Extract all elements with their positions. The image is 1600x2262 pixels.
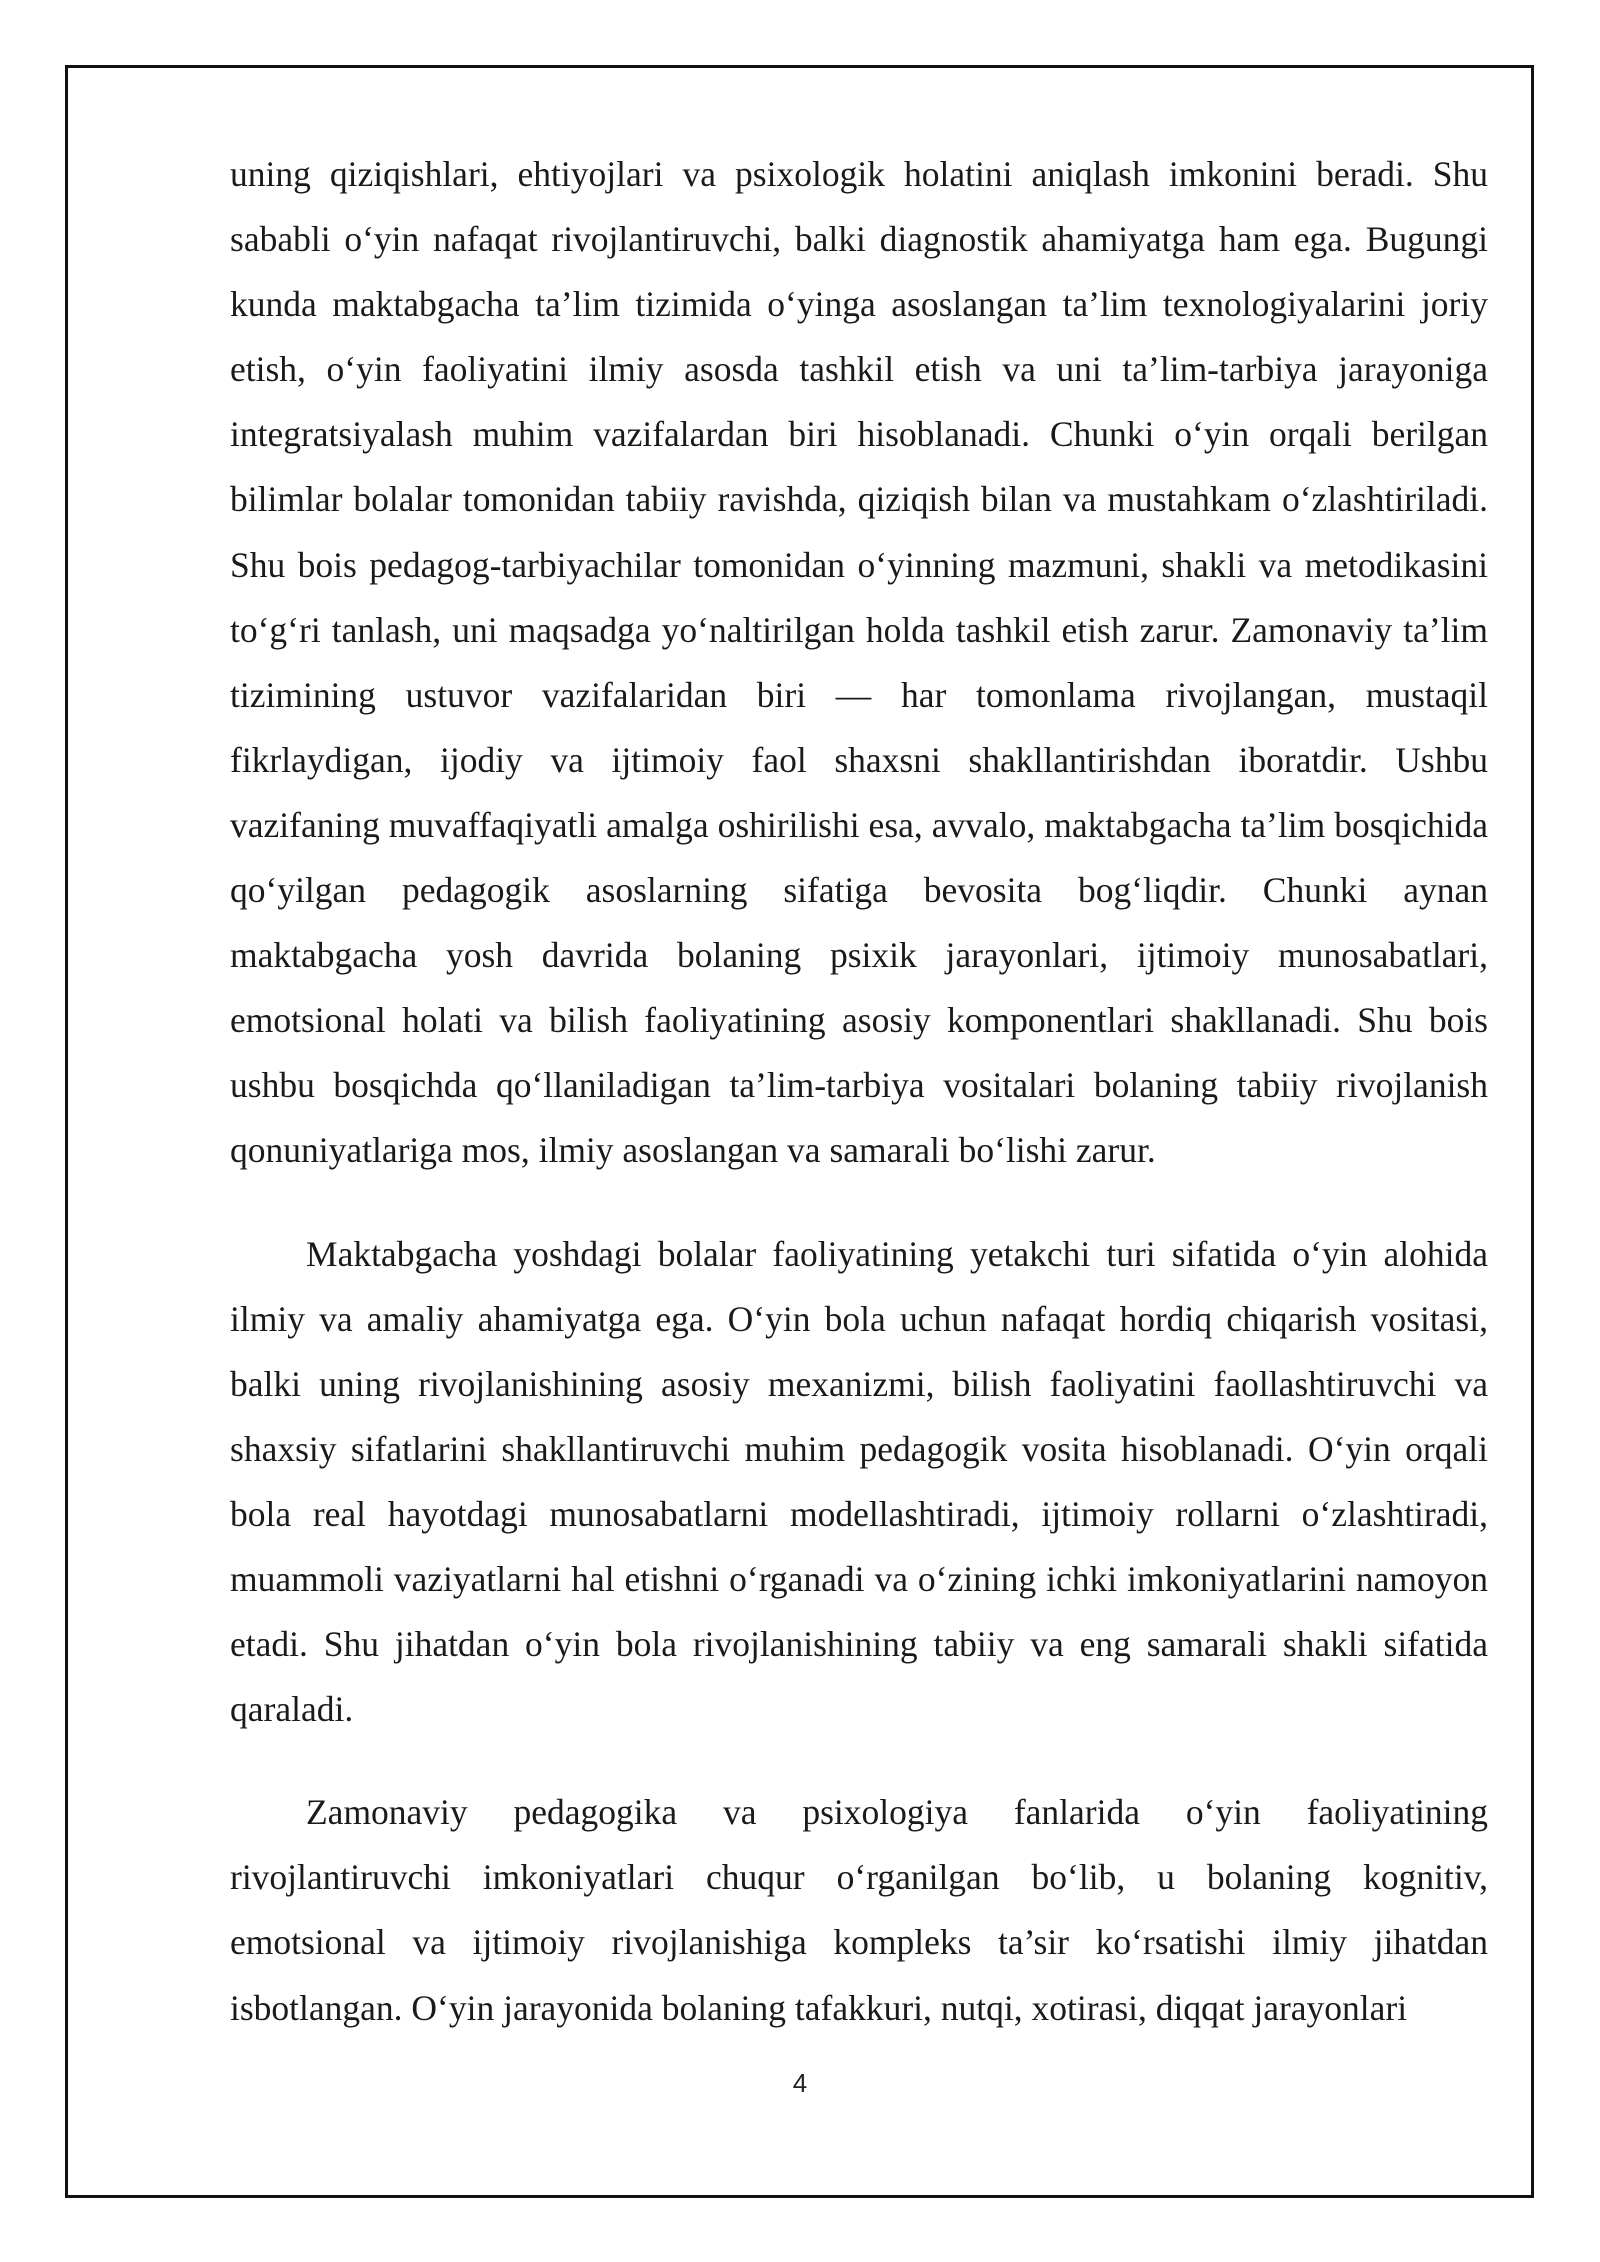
page-number: 4 bbox=[792, 2068, 808, 2098]
paragraph-1: uning qiziqishlari, ehtiyojlari va psixologik holatini aniqlash imkonini beradi. Shu sababli o‘yin nafaqat rivojlantiruvchi, balki diagnostik ahamiyatga ham ega. Bugungi kunda maktabgacha ta’lim tizimida o‘yinga asoslangan ta’lim texnologiyalarini joriy etish, o‘yin faoliyatini ilmiy asosda tashkil etish va uni ta’lim-tarbiya jarayoniga integratsiyalash muhim vazifalardan biri hisoblanadi. Chunki o‘yin orqali berilgan bilimlar bolalar tomonidan tabiiy ravishda, qiziqish bilan va mustahkam o‘zlashtiriladi. Shu bois pedagog-tarbiyachilar tomonidan o‘yinning mazmuni, shakli va metodikasini to‘g‘ri tanlash, uni maqsadga yo‘naltirilgan holda tashkil etish zarur. Zamonaviy ta’lim tizimining ustuvor vazifalaridan biri — har tomonlama rivojlangan, mustaqil fikrlaydigan, ijodiy va ijtimoiy faol shaxsni shakllantirishdan iboratdir. Ushbu vazifaning muvaffaqiyatli amalga oshirilishi esa, avvalo, maktabgacha ta’lim bosqichida qo‘yilgan pedagogik asoslarning sifatiga bevosita bog‘liqdir. Chunki aynan maktabgacha yosh davrida bolaning psixik jarayonlari, ijtimoiy munosabatlari, emotsional holati va bilish faoliyatining asosiy komponentlari shakllanadi. Shu bois ushbu bosqichda qo‘llaniladigan ta’lim-tarbiya vositalari bolaning tabiiy rivojlanish qonuniyatlariga mos, ilmiy asoslangan va samarali bo‘lishi zarur. bbox=[230, 154, 1488, 1171]
document-body bbox=[230, 142, 1488, 2041]
paragraph-3: Zamonaviy pedagogika va psixologiya fanlarida o‘yin faoliyatining rivojlantiruvchi imkoniyatlari chuqur o‘rganilgan bo‘lib, u bolaning kognitiv, emotsional va ijtimoiy rivojlanishiga kompleks ta’sir ko‘rsatishi ilmiy jihatdan isbotlangan. O‘yin jarayonida bolaning tafakkuri, nutqi, xotirasi, diqqat jarayonlari bbox=[230, 1792, 1488, 2028]
paragraph-2: Maktabgacha yoshdagi bolalar faoliyatining yetakchi turi sifatida o‘yin alohida ilmiy va amaliy ahamiyatga ega. O‘yin bola uchun nafaqat hordiq chiqarish vositasi, balki uning rivojlanishining asosiy mexanizmi, bilish faoliyatini faollashtiruvchi va shaxsiy sifatlarini shakllantiruvchi muhim pedagogik vosita hisoblanadi. O‘yin orqali bola real hayotdagi munosabatlarni modellashtiradi, ijtimoiy rollarni o‘zlashtiradi, muammoli vaziyatlarni hal etishni o‘rganadi va o‘zining ichki imkoniyatlarini namoyon etadi. Shu jihatdan o‘yin bola rivojlanishining tabiiy va eng samarali shakli sifatida qaraladi. bbox=[230, 1233, 1488, 1730]
